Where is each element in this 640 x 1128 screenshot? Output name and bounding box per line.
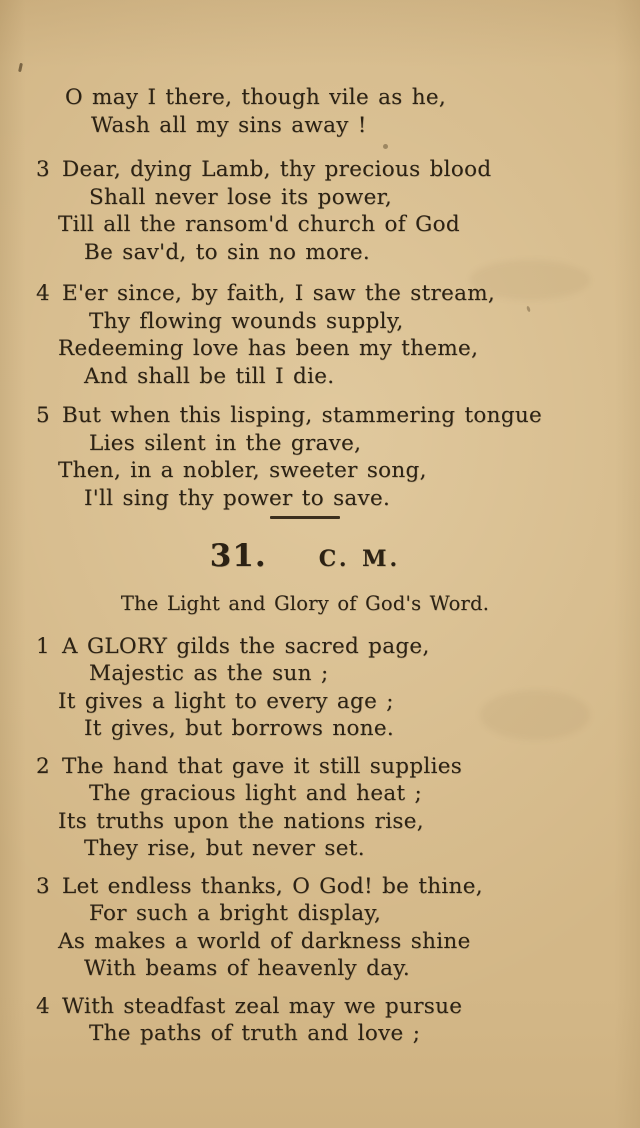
stanza-number: 2 (36, 753, 50, 779)
hymn-line: As makes a world of darkness shine (58, 928, 471, 954)
hymn-line: Its truths upon the nations rise, (58, 808, 424, 834)
hymn-heading (15, 536, 595, 579)
hymn-line: With beams of heavenly day. (84, 956, 410, 981)
paper-speck (18, 63, 23, 72)
hymn-line: With steadfast zeal may we pursue (62, 993, 463, 1019)
hymn-line: Then, in a nobler, sweeter song, (58, 458, 427, 483)
hymn-line: The gracious light and heat ; (89, 781, 423, 806)
hymn-line: For such a bright display, (89, 901, 382, 926)
hymn-line: Wash all my sins away ! (91, 112, 367, 138)
hymn-line: Thy flowing wounds supply, (89, 308, 404, 334)
hymn-line: But when this lisping, stammering tongue (62, 403, 543, 428)
stanza-partial (15, 84, 595, 139)
stanza-3 (15, 156, 595, 266)
hymn-meter: C. M. (318, 545, 401, 572)
hymn-line: The hand that gave it still supplies (62, 753, 463, 779)
page-content (15, 84, 595, 1048)
hymn-line: E'er since, by faith, I saw the stream, (62, 281, 496, 306)
stanza-1 (15, 633, 595, 743)
hymn-line: Redeeming love has been my theme, (58, 336, 479, 361)
hymn-line: A GLORY gilds the sacred page, (62, 633, 430, 659)
stanza-5 (15, 402, 595, 512)
stanza-3 (15, 873, 595, 983)
section-divider (270, 516, 340, 519)
stanza-number: 4 (36, 281, 50, 306)
hymn-line: It gives, but borrows none. (84, 716, 395, 741)
stanza-4 (15, 280, 595, 390)
hymn-line: Majestic as the sun ; (89, 661, 329, 686)
stanza-number: 1 (36, 633, 50, 659)
stanza-2 (15, 753, 595, 863)
hymn-line: The paths of truth and love ; (89, 1021, 421, 1046)
hymn-title: The Light and Glory of God's Word. (120, 591, 490, 615)
hymn-line: I'll sing thy power to save. (84, 485, 391, 511)
stanza-number: 5 (36, 403, 50, 428)
hymn-line: Shall never lose its power, (89, 184, 393, 210)
stanza-number: 3 (36, 873, 50, 899)
hymn-line: Let endless thanks, O God! be thine, (62, 873, 483, 899)
hymn-line: O may I there, though vile as he, (65, 85, 447, 110)
hymn-line: They rise, but never set. (84, 836, 365, 861)
hymn-line: It gives a light to every age ; (58, 688, 394, 714)
hymn-number: 31. (209, 537, 267, 574)
hymn-line: Lies silent in the grave, (89, 430, 362, 456)
hymn-line: Dear, dying Lamb, thy precious blood (62, 157, 492, 182)
hymn-line: Till all the ransom'd church of God (58, 212, 460, 237)
stanza-number: 4 (36, 993, 50, 1019)
stanza-number: 3 (36, 157, 50, 182)
hymn-line: And shall be till I die. (84, 363, 335, 389)
hymn-line: Be sav'd, to sin no more. (84, 239, 370, 265)
stanza-4 (15, 993, 595, 1048)
